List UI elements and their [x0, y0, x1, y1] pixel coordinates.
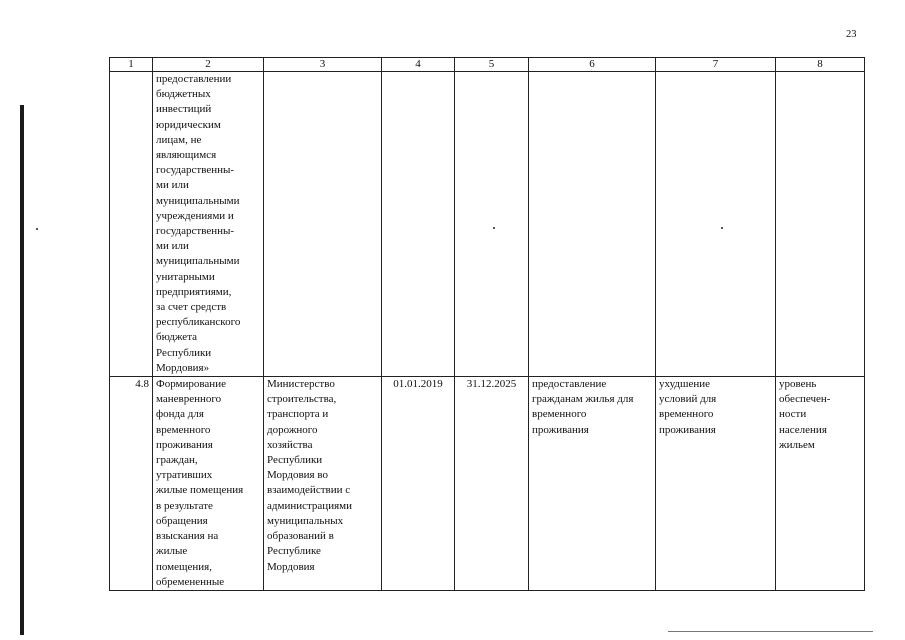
end-date-cell: 31.12.2025 — [455, 377, 529, 591]
column-number: 8 — [776, 58, 865, 72]
column-number: 4 — [382, 58, 455, 72]
table-row — [110, 72, 865, 377]
consequence-cell — [656, 72, 776, 377]
table-row — [110, 377, 865, 591]
expected-result-cell — [529, 72, 656, 377]
start-date-cell — [382, 72, 455, 377]
page-number: 23 — [846, 29, 857, 40]
indicator-cell: уровень обеспечен- ности населения жильем — [776, 377, 865, 591]
scan-speck — [36, 228, 38, 230]
column-number: 7 — [656, 58, 776, 72]
consequence-cell: ухудшение условий для временного проживания — [656, 377, 776, 591]
expected-result-cell: предоставление гражданам жилья для временного проживания — [529, 377, 656, 591]
measure-name-cell: предоставлении бюджетных инвестиций юридическим лицам, не являющимся государственны- ми или муниципальными учреждениями и государственны- ми или муниципальными унитарными предприятиями, за счет средств республиканского бюджета Республики Мордовия» — [153, 72, 264, 377]
column-number: 6 — [529, 58, 656, 72]
column-number: 2 — [153, 58, 264, 72]
column-number: 5 — [455, 58, 529, 72]
executor-cell: Министерство строительства, транспорта и дорожного хозяйства Республики Мордовия во взаимодействии с администрациями муниципальных образований в Республике Мордовия — [264, 377, 382, 591]
end-date-cell — [455, 72, 529, 377]
executor-cell — [264, 72, 382, 377]
column-number: 3 — [264, 58, 382, 72]
column-number-row — [110, 58, 865, 72]
measure-name-cell: Формирование маневренного фонда для временного проживания граждан, утративших жилые помещения в результате обращения взыскания на жилые помещения, обремененные — [153, 377, 264, 591]
footer-rule — [668, 631, 873, 632]
measures-table — [109, 57, 865, 591]
row-number-cell: 4.8 — [110, 377, 153, 591]
indicator-cell — [776, 72, 865, 377]
column-number: 1 — [110, 58, 153, 72]
scan-edge-bar — [20, 105, 24, 635]
row-number-cell — [110, 72, 153, 377]
start-date-cell: 01.01.2019 — [382, 377, 455, 591]
